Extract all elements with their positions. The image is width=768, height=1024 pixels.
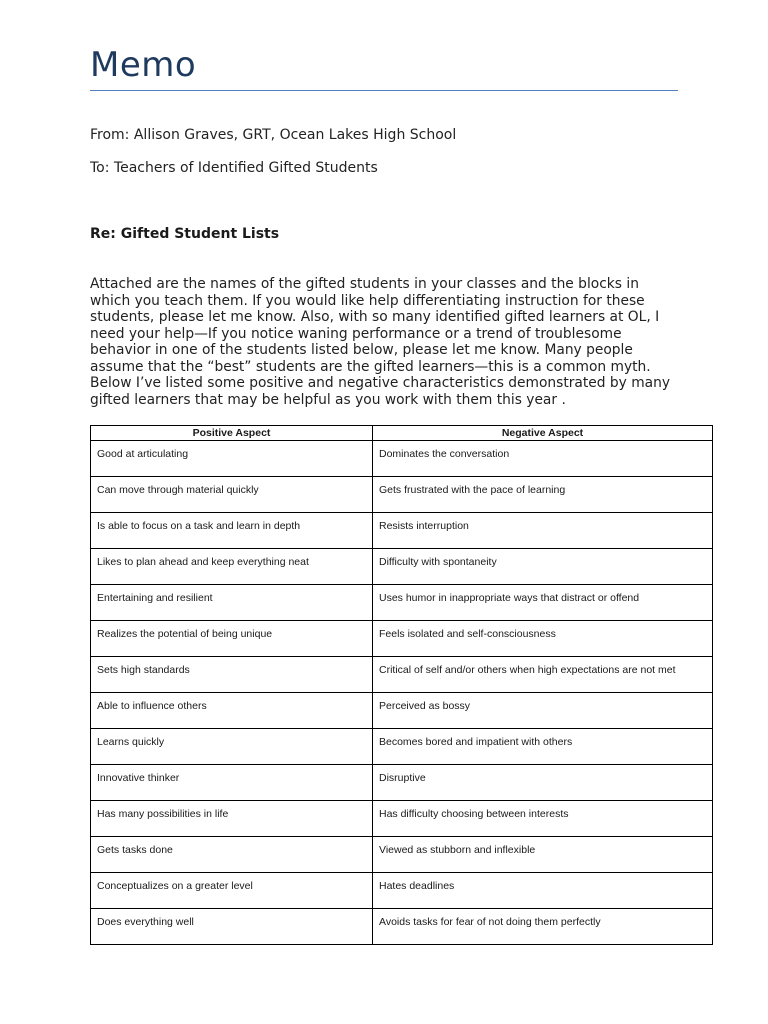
cell-text: Uses humor in inappropriate ways that distract or offend [379,592,640,604]
body-line: Attached are the names of the gifted students in your classes and the blocks in [90,276,639,292]
table-row [91,801,713,837]
positive-cell [91,837,373,873]
negative-cell [373,909,713,945]
body-paragraph [90,276,680,408]
positive-cell [91,801,373,837]
table-row [91,513,713,549]
to-line: To: Teachers of Identified Gifted Students [90,160,378,176]
body-line: gifted learners that may be helpful as you work with them this year . [90,391,566,408]
table-row [91,657,713,693]
cell-text: Sets high standards [97,664,190,676]
table-row [91,585,713,621]
negative-cell [373,621,713,657]
table-row [91,837,713,873]
table-header-row [91,426,713,441]
negative-cell [373,765,713,801]
negative-aspect-header: Negative Aspect [373,426,713,441]
positive-cell [91,441,373,477]
cell-text: Innovative thinker [97,772,180,784]
body-line: which you teach them. If you would like help differentiating instruction for these [90,292,645,309]
cell-text: Does everything well [97,916,194,928]
body-line: need your help—If you notice waning performance or a trend of troublesome [90,325,622,342]
subject-line: Re: Gifted Student Lists [90,226,280,242]
positive-cell [91,873,373,909]
negative-cell [373,729,713,765]
negative-cell [373,549,713,585]
positive-cell [91,585,373,621]
negative-cell [373,477,713,513]
table-row [91,441,713,477]
cell-text: Difficulty with spontaneity [379,556,497,568]
table-row [91,549,713,585]
table-row [91,765,713,801]
cell-text: Able to influence others [97,700,207,712]
cell-text: Dominates the conversation [379,448,510,460]
body-line: students, please let me know. Also, with so many identified gifted learners at OL, I [90,309,660,325]
negative-cell [373,513,713,549]
cell-text: Viewed as stubborn and inflexible [379,844,536,856]
negative-cell [373,585,713,621]
title-divider [90,90,678,91]
cell-text: Likes to plan ahead and keep everything neat [97,556,309,568]
negative-cell [373,801,713,837]
negative-cell [373,837,713,873]
positive-cell [91,657,373,693]
positive-cell [91,765,373,801]
table-row [91,477,713,513]
cell-text: Learns quickly [97,736,165,748]
body-line: assume that the “best” students are the gifted learners—this is a common myth. [90,358,651,375]
cell-text: Gets frustrated with the pace of learning [379,484,566,496]
cell-text: Has difficulty choosing between interests [379,808,569,820]
negative-cell [373,873,713,909]
cell-text: Critical of self and/or others when high expectations are not met [379,664,676,676]
negative-cell [373,441,713,477]
positive-cell [91,909,373,945]
cell-text: Has many possibilities in life [97,808,229,820]
cell-text: Resists interruption [379,520,469,532]
memo-title: Memo [90,45,197,85]
cell-text: Disruptive [379,772,426,784]
cell-text: Entertaining and resilient [97,592,213,604]
cell-text: Can move through material quickly [97,484,259,496]
negative-cell [373,693,713,729]
cell-text: Is able to focus on a task and learn in depth [97,520,301,532]
table-row [91,621,713,657]
cell-text: Hates deadlines [379,880,455,892]
positive-cell [91,693,373,729]
cell-text: Becomes bored and impatient with others [379,736,573,748]
aspects-table [90,425,713,945]
positive-aspect-header: Positive Aspect [91,426,373,441]
cell-text: Gets tasks done [97,844,173,856]
positive-cell [91,513,373,549]
cell-text: Conceptualizes on a greater level [97,880,253,892]
cell-text: Avoids tasks for fear of not doing them perfectly [379,916,601,928]
cell-text: Realizes the potential of being unique [97,628,273,640]
positive-cell [91,729,373,765]
table-row [91,909,713,945]
table-row [91,729,713,765]
table-row [91,873,713,909]
positive-cell [91,549,373,585]
from-line: From: Allison Graves, GRT, Ocean Lakes High School [90,127,457,143]
positive-cell [91,477,373,513]
cell-text: Feels isolated and self-consciousness [379,628,556,640]
cell-text: Perceived as bossy [379,700,471,712]
cell-text: Good at articulating [97,448,189,460]
body-line: Below I’ve listed some positive and negative characteristics demonstrated by many [90,375,671,391]
table-row [91,693,713,729]
positive-cell [91,621,373,657]
negative-cell [373,657,713,693]
body-line: behavior in one of the students listed below, please let me know. Many people [90,342,633,358]
